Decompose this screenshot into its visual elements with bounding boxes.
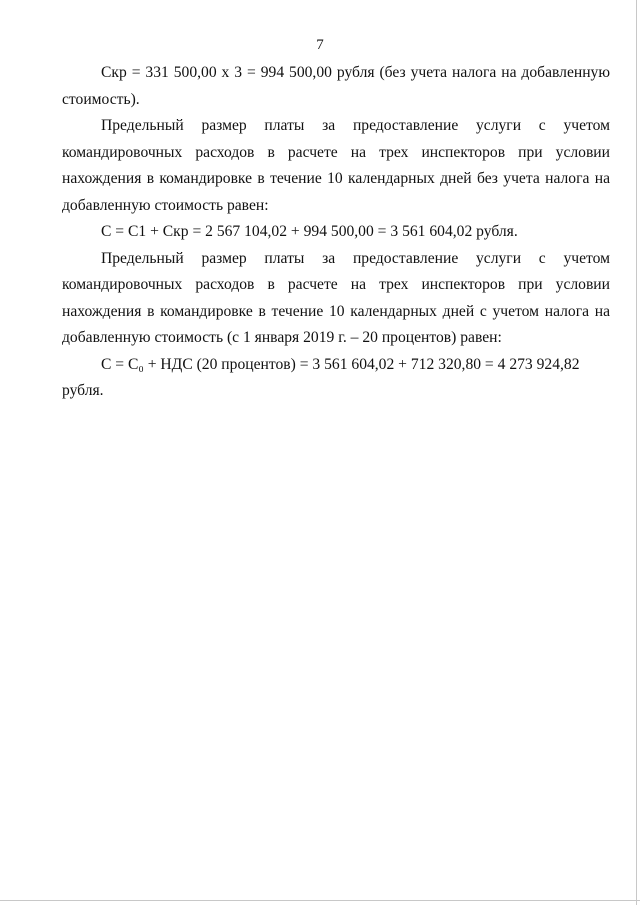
- limit-with-vat-paragraph: Предельный размер платы за предоставление услуги с учетом командировочных расходов в расчете на трех инспекторов при условии нахождения в командировке в течение 10 календарных дней с учетом налога на добавленную стоимость (с 1 января 2019 г. – 20 процентов) равен:: [62, 249, 610, 346]
- limit-without-vat-paragraph: Предельный размер платы за предоставление услуги с учетом командировочных расходов в расчете на трех инспекторов при условии нахождения в командировке в течение 10 календарных дней без учета налога на добавленную стоимость равен:: [62, 117, 610, 214]
- scan-edge-bottom: [0, 900, 640, 901]
- document-body: [62, 60, 610, 405]
- ckr-formula-paragraph: Скр = 331 500,00 х 3 = 994 500,00 рубля (без учета налога на добавленную стоимость).: [62, 64, 610, 108]
- page-number: 7: [316, 37, 324, 53]
- scan-edge-right: [636, 0, 637, 905]
- c-formula-paragraph: С = С1 + Скр = 2 567 104,02 + 994 500,00 = 3 561 604,02 рубля.: [101, 223, 518, 240]
- c-vat-formula-paragraph: С = С₀ + НДС (20 процентов) = 3 561 604,02 + 712 320,80 = 4 273 924,82 рубля.: [62, 355, 580, 399]
